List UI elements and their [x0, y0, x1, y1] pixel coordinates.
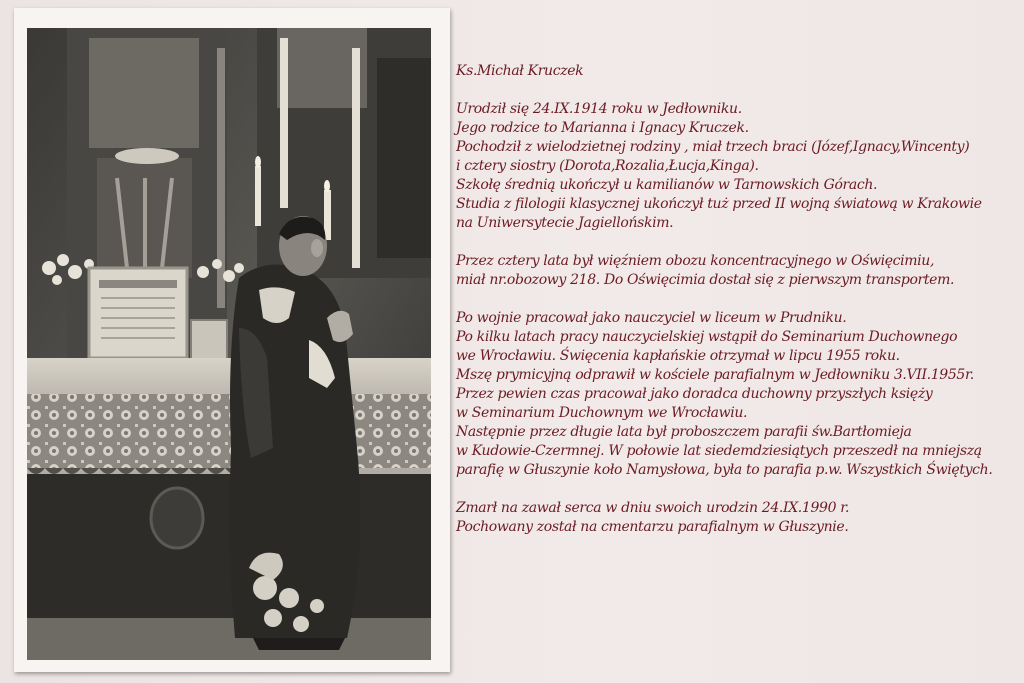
bio-line: we Wrocławiu. Święcenia kapłańskie otrzymał w lipcu 1955 roku. [456, 348, 900, 364]
priest-photograph [27, 28, 431, 660]
bio-line: Studia z filologii klasycznej ukończył tuż przed II wojną światową w Krakowie [456, 196, 982, 212]
bio-line: Szkołę średnią ukończył u kamilianów w Tarnowskich Górach. [456, 177, 878, 193]
bio-line: Pochowany został na cmentarzu parafialnym w Głuszynie. [456, 519, 849, 535]
bio-line: i cztery siostry (Dorota,Rozalia,Łucja,Kinga). [456, 158, 759, 174]
priest-at-altar-illustration [27, 28, 431, 660]
bio-line: Przez cztery lata był więźniem obozu koncentracyjnego w Oświęcimiu, [456, 253, 935, 269]
bio-line: miał nr.obozowy 218. Do Oświęcimia dostał się z pierwszym transportem. [456, 272, 955, 288]
bio-line: Zmarł na zawał serca w dniu swoich urodzin 24.IX.1990 r. [456, 500, 850, 516]
bio-line: Przez pewien czas pracował jako doradca duchowny przyszłych księży [456, 386, 933, 402]
bio-line: w Seminarium Duchownym we Wrocławiu. [456, 405, 748, 421]
bio-line: na Uniwersytecie Jagiellońskim. [456, 215, 674, 231]
bio-line: Następnie przez długie lata był proboszczem parafii św.Bartłomieja [456, 424, 912, 440]
photo-frame [14, 8, 450, 672]
bio-line: Pochodził z wielodzietnej rodziny , miał trzech braci (Józef,Ignacy,Wincenty) [456, 139, 970, 155]
bio-line: w Kudowie-Czermnej. W połowie lat siedemdziesiątych przeszedł na mniejszą [456, 443, 982, 459]
biography-text [456, 62, 1022, 537]
biography-title: Ks.Michał Kruczek [456, 63, 584, 79]
bio-line: parafię w Głuszynie koło Namysłowa, była to parafia p.w. Wszystkich Świętych. [456, 462, 993, 478]
bio-line: Jego rodzice to Marianna i Ignacy Kruczek. [456, 120, 749, 136]
bio-line: Po kilku latach pracy nauczycielskiej wstąpił do Seminarium Duchownego [456, 329, 958, 345]
bio-line: Urodził się 24.IX.1914 roku w Jedłowniku. [456, 101, 742, 117]
bio-line: Po wojnie pracował jako nauczyciel w liceum w Prudniku. [456, 310, 847, 326]
bio-line: Mszę prymicyjną odprawił w kościele parafialnym w Jedłowniku 3.VII.1955r. [456, 367, 974, 383]
